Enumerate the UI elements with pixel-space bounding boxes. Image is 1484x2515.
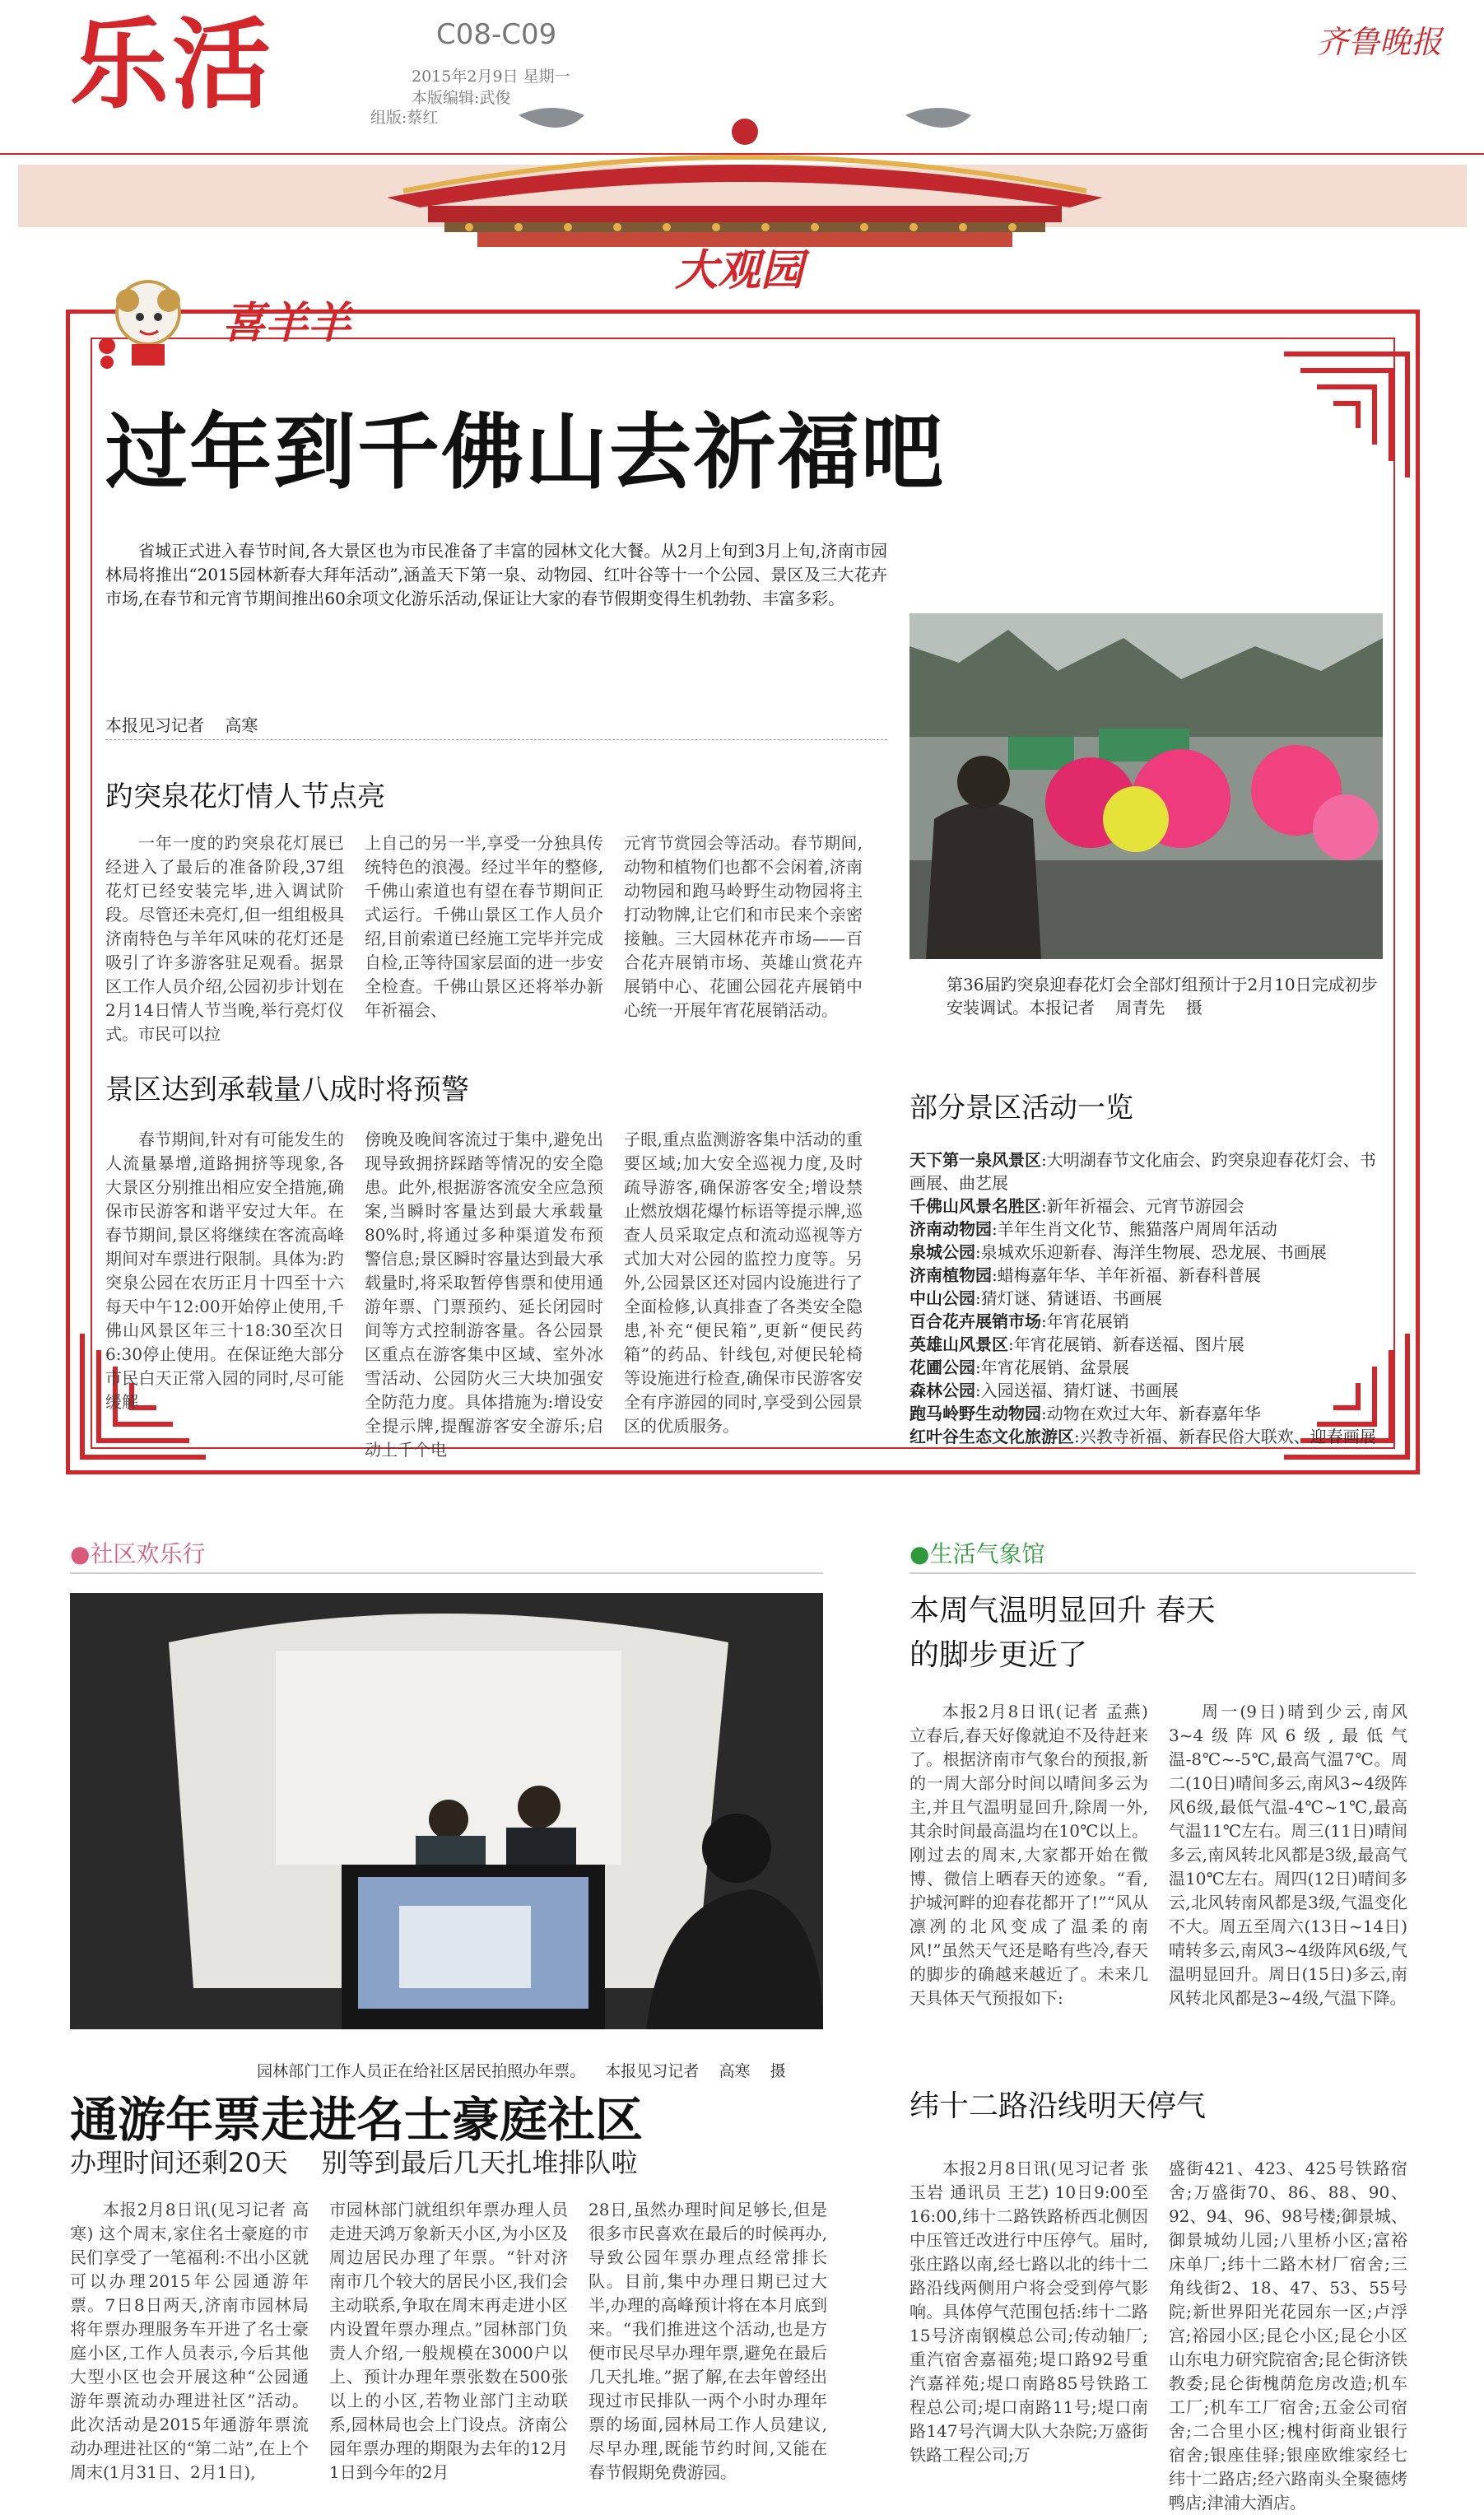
community-photo-image [70, 1593, 823, 2029]
sheep-mascot-icon [91, 272, 222, 370]
weather-tag-label: 生活气象馆 [929, 1540, 1045, 1567]
newspaper-logo: 齐鲁晚报 [1317, 24, 1443, 60]
activity-item: 森林公园:入园送福、猜灯谜、书画展 [909, 1381, 1179, 1400]
activity-item: 花圃公园:年宵花展销、盆景展 [909, 1358, 1129, 1377]
lead-text: 省城正式进入春节时间,各大景区也为市民准备了丰富的园林文化大餐。从2月上旬到3月上旬,济南市园林局将推出“2015园林新春大拜年活动”,涵盖天下第一泉、动物园、红叶谷等十一个公园、景区及三大花卉市场,在春节和元宵节期间推出60余项文化游乐活动,保证让大家的春节假期变得生机勃勃、丰富多彩。 [105, 541, 887, 608]
lantern-caption-text: 第36届趵突泉迎春花灯会全部灯组预计于2月10日完成初步安装调试。 [947, 975, 1378, 1018]
community-caption-text: 园林部门工作人员正在给社区居民拍照办年票。 [257, 2062, 586, 2080]
activity-item: 济南动物园:羊年生肖文化节、熊猫落户周周年活动 [909, 1219, 1277, 1239]
weather-col2-text: 周一(9日)晴到少云,南风3~4级阵风6级,最低气温-8℃~-5℃,最高气温7℃。周二(10日)晴间多云,南风3~4级阵风6级,最低气温-4℃~1℃,最高气温11℃左右。周三(11日)晴间多云,南风转北风都是3级,最高气温10℃左右。周四(12日)晴间多云,北风转南风都是3级,气温变化不大。周五至周六(13日~14日)晴转多云,南风3~4级阵风6级,气温明显回升。周日(15日)多云,南风转北风都是3~4级,气温下降。 [1169, 1702, 1407, 2008]
main-byline: 本报见习记者 高寒 [105, 715, 258, 735]
activity-item: 济南植物园:蜡梅嘉年华、羊年祈福、新春科普展 [909, 1265, 1261, 1285]
community-col3 [588, 2198, 827, 2485]
weather-col1 [909, 1700, 1148, 2010]
sub1-col2 [365, 831, 603, 1022]
sheep-badge [91, 272, 403, 362]
road-col1-text: 本报2月8日讯(见习记者 张玉岩 通讯员 王艺) 10日9:00至16:00,纬十二路铁路桥西北侧因中压管迁改进行中压停气。届时,张庄路以南,经七路以北的纬十二路沿线两侧用户将会受到停气影响。具体停气范围包括:纬十二路15号济南钢模总公司;传动轴厂;重汽宿舍嘉福苑;堤口路92号重汽嘉祥苑;堤口南路85号铁路工程总公司;堤口南路11号;堤口南路147号汽调大队大杂院;万盛街铁路工程公司;万 [909, 2159, 1148, 2465]
temple-roof-illustration [354, 99, 1136, 255]
sub1-col3 [624, 831, 863, 1022]
editor-credit: 本版编辑:武俊 [412, 89, 511, 107]
community-col1-text: 本报2月8日讯(见习记者 高寒) 这个周末,家住名士豪庭的市民们享受了一笔福利:不出小区就可以办理2015年公园通游年票。7日8日两天,济南市园林局将年票办理服务车开进了名士豪庭小区,工作人员表示,今后其他大型小区也会开展这种“公园通游年票流动办理进社区”活动。此次活动是2015年通游年票流动办理进社区的“第二站”,在上个周末(1月31日、2月1日), [70, 2200, 309, 2482]
activity-item: 中山公园:猜灯谜、猜谜语、书画展 [909, 1288, 1162, 1308]
sub3-heading: 部分景区活动一览 [909, 1092, 1133, 1125]
community-tag-rule [70, 1572, 823, 1574]
activity-item: 天下第一泉风景区:大明湖春节文化庙会、趵突泉迎春花灯会、书画展、曲艺展 [909, 1150, 1376, 1193]
sub2-col3-text: 子眼,重点监测游客集中活动的重要区域;加大安全巡视力度,及时疏导游客,确保游客安全;增设禁止燃放烟花爆竹标语等提示牌,巡查人员采取定点和流动巡视等方式加大对公园的监控力度等。另外,公园景区还对园内设施进行了全面检修,认真排查了各类安全隐患,补充“便民箱”,更新“便民药箱”的药品、针线包,对便民轮椅等设施进行检查,确保市民游客安全有序游园的同时,享受到公园景区的优质服务。 [624, 1129, 863, 1436]
designer-credit: 组版:蔡红 [370, 109, 439, 127]
bullet-dot-icon: ● [909, 1540, 930, 1567]
community-tag-label: 社区欢乐行 [90, 1540, 206, 1567]
activity-item: 泉城公园:泉城欢乐迎新春、海洋生物展、恐龙展、书画展 [909, 1242, 1327, 1262]
community-headline: 通游年票走进名士豪庭社区 [70, 2092, 644, 2148]
lantern-photo [909, 613, 1383, 959]
sub2-col1-text: 春节期间,针对有可能发生的人流量暴增,道路拥挤等现象,各大景区分别推出相应安全措施,确保市民游客和谐平安过大年。在春节期间,景区将继续在客流高峰期间对车票进行限制。具体为:趵突泉公园在农历正月十四至十六每天中午12:00开始停止使用,千佛山风景区年三十18:30至次日6:30停止使用。在保证绝大部分市民白天正常入园的同时,尽可能缓解 [105, 1129, 344, 1412]
sub2-col2-text: 傍晚及晚间客流过于集中,避免出现导致拥挤踩踏等情况的安全隐患。此外,根据游客流安全应急预案,当瞬时客量达到最大承载量80%时,将通过多种渠道发布预警信息;景区瞬时容量达到最大承载量时,将采取暂停售票和使用通游年票、门票预约、延长闭园时间等方式控制游客量。各公园景区重点在游客集中区域、室外冰雪活动、公园防火三大块加强安全防范力度。具体措施为:增设安全提示牌,提醒游客安全游乐;启动上千个电 [365, 1129, 603, 1460]
activity-item: 红叶谷生态文化旅游区:兴教寺祈福、新春民俗大联欢、迎春画展 [909, 1427, 1376, 1446]
sub2-col2 [365, 1128, 603, 1462]
community-photo-credit: 本报见习记者 高寒 摄 [605, 2062, 786, 2080]
weather-tag [909, 1536, 1044, 1569]
activity-item: 百合花卉展销市场:年宵花展销 [909, 1311, 1129, 1331]
activity-list [909, 1148, 1387, 1448]
activity-item: 千佛山风景名胜区:新年祈福会、元宵节游园会 [909, 1196, 1244, 1216]
weather-col1-text: 本报2月8日讯(记者 孟燕) 立春后,春天好像就迫不及待赶来了。根据济南市气象台的预报,新的一周大部分时间以晴间多云为主,并且气温明显回升,除周一外,其余时间最高温均在10℃以上。刚过去的周末,大家都开始在微博、微信上晒春天的迹象。“看,护城河畔的迎春花都开了!”“风从凛冽的北风变成了温柔的南风!”虽然天气还是略有些冷,春天的脚步的确越来越近了。未来几天具体天气预报如下: [909, 1702, 1148, 2008]
road-col2 [1169, 2157, 1407, 2515]
sub1-col2-text: 上自己的另一半,享受一分独具传统特色的浪漫。经过半年的整修,千佛山索道也有望在春节期间正式运行。千佛山景区工作人员介绍,目前索道已经施工完毕并完成自检,正等待国家层面的进一步安全检查。千佛山景区还将举办新年祈福会、 [365, 833, 603, 1020]
sub2-col3 [624, 1128, 863, 1438]
publish-date: 2015年2月9日 星期一 [412, 68, 570, 86]
activity-item: 英雄山风景区:年宵花展销、新春送福、图片展 [909, 1334, 1244, 1354]
sub1-col1 [105, 831, 344, 1046]
byline-rule [105, 739, 887, 740]
community-col1 [70, 2198, 309, 2485]
sub1-col1-text: 一年一度的趵突泉花灯展已经进入了最后的准备阶段,37组花灯已经安装完毕,进入调试阶段。尽管还未亮灯,但一组组极具济南特色与羊年风味的花灯还是吸引了许多游客驻足观看。据景区工作人员介绍,公园初步计划在2月14日情人节当晚,举行亮灯仪式。市民可以拉 [105, 833, 344, 1044]
sub1-heading: 趵突泉花灯情人节点亮 [105, 780, 385, 813]
weather-tag-rule [909, 1572, 1416, 1574]
community-photo [70, 1593, 823, 2029]
lantern-photo-image [909, 613, 1383, 959]
column-name: 大观园 [675, 245, 804, 296]
lattice-corner-top-right [1284, 338, 1424, 477]
community-col2 [329, 2198, 568, 2485]
bullet-dot-icon: ● [70, 1540, 91, 1567]
community-photo-caption [247, 2037, 786, 2083]
lantern-photo-credit: 本报记者 周青先 摄 [1029, 998, 1203, 1018]
road-headline: 纬十二路沿线明天停气 [909, 2089, 1207, 2123]
road-col2-text: 盛街421、423、425号铁路宿舍;万盛街70、86、88、90、92、94、96、98号楼;御景城、御景城幼儿园;八里桥小区;富裕床单厂;纬十二路木材厂宿舍;三角线街2、18、47、53、55号院;新世界阳光花园东一区;卢浮宫;裕园小区;昆仑小区;昆仑小区山东电力研究院宿舍;昆仑街济铁教委;昆仑街槐荫危房改造;机车工厂;机车工厂宿舍;五金公司宿舍;二合里小区;槐村街商业银行宿舍;银座佳驿;银座欧维家经七纬十二路店;经六路南头全聚德烤鸭店;津浦大酒店。 [1169, 2159, 1407, 2513]
page-range: C08-C09 [436, 18, 557, 51]
badge-label: 喜羊羊 [222, 299, 351, 348]
main-headline: 过年到千佛山去祈福吧 [105, 404, 945, 501]
lantern-photo-caption [947, 973, 1383, 1019]
sub2-heading: 景区达到承载量八成时将预警 [105, 1074, 469, 1106]
sub2-col1 [105, 1128, 344, 1414]
main-lead [105, 539, 887, 611]
community-col2-text: 市园林部门就组织年票办理人员走进天鸿万象新天小区,为小区及周边居民办理了年票。“针对济南市几个较大的居民小区,我们会主动联系,争取在周末再走进小区内设置年票办理点。”园林部门负责人介绍,一般规模在3000户以上、预计办理年票张数在500张以上的小区,若物业部门主动联系,园林局也会上门设点。济南公园年票办理的期限为去年的12月1日到今年的2月 [329, 2200, 568, 2482]
activity-item: 跑马岭野生动物园:动物在欢过大年、新春嘉年华 [909, 1404, 1261, 1423]
weather-headline: 本周气温明显回升 春天的脚步更近了 [909, 1594, 1216, 1672]
section-title: 乐活 [70, 8, 274, 123]
community-subhead: 办理时间还剩20天 别等到最后几天扎堆排队啦 [70, 2147, 638, 2178]
community-tag [70, 1536, 205, 1569]
sub1-col3-text: 元宵节赏园会等活动。春节期间,动物和植物们也都不会闲着,济南动物园和跑马岭野生动物园将主打动物牌,让它们和市民来个亲密接触。三大园林花卉市场——百合花卉展销市场、英雄山赏花卉展销中心、花圃公园花卉展销中心统一开展年宵花展销活动。 [624, 833, 863, 1020]
community-col3-text: 28日,虽然办理时间足够长,但是很多市民喜欢在最后的时候再办,导致公园年票办理点经常排长队。目前,集中办理日期已过大半,办理的高峰预计将在本月底到来。“我们推进这个活动,也是方便市民尽早办理年票,避免在最后几天扎堆。”据了解,在去年曾经出现过市民排队一两个小时办理年票的场面,园林局工作人员建议,尽早办理,既能节约时间,又能在春节假期免费游园。 [588, 2200, 827, 2482]
road-col1 [909, 2157, 1148, 2467]
masthead [0, 0, 1484, 296]
weather-col2 [1169, 1700, 1407, 2010]
